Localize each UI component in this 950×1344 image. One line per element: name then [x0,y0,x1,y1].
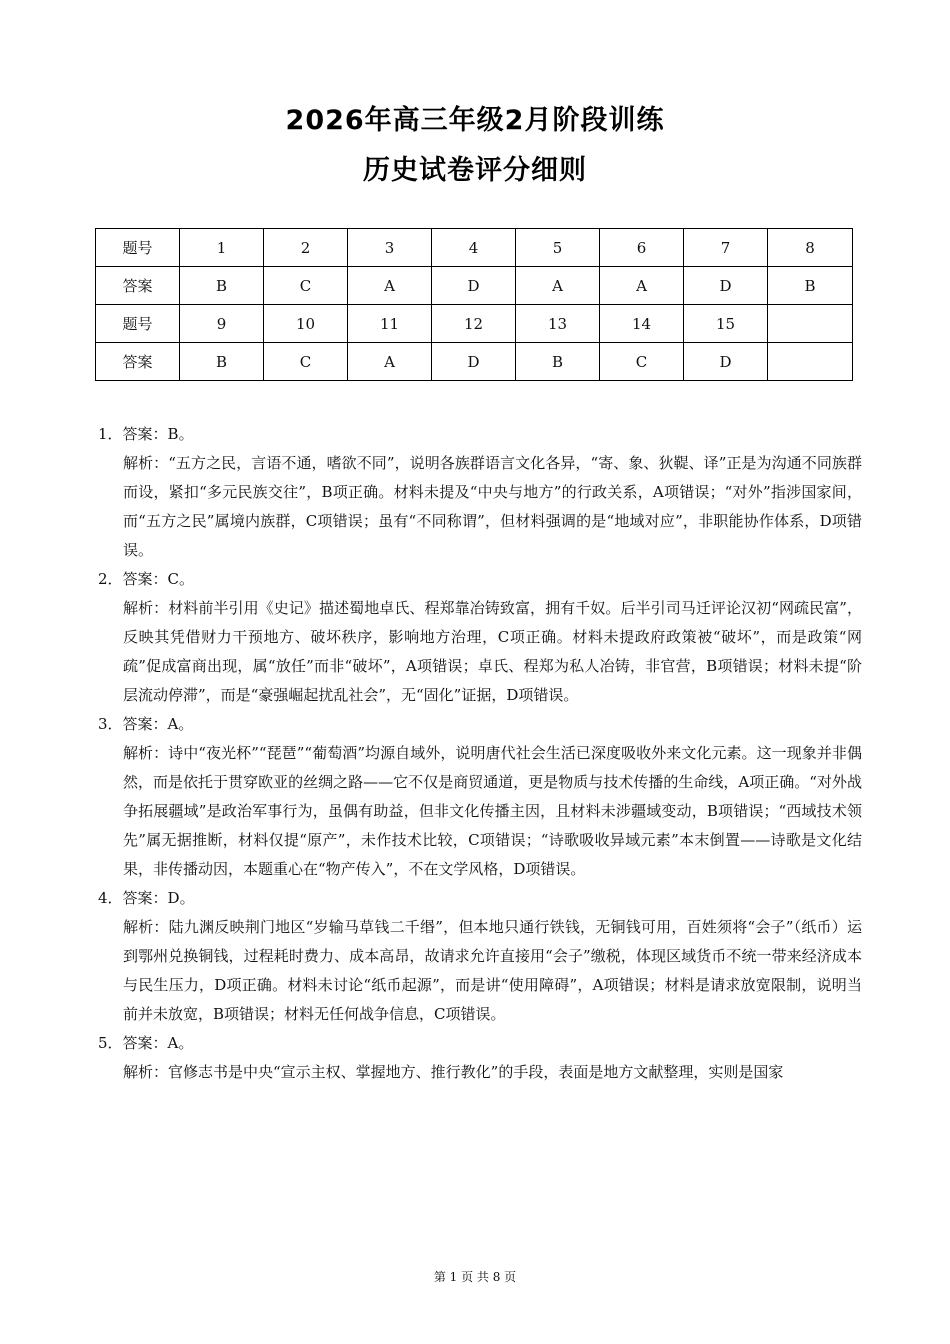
table-cell: 8 [768,229,853,267]
table-cell: 12 [432,305,516,343]
table-cell: B [768,267,853,305]
table-cell: 6 [600,229,684,267]
table-row [96,343,853,381]
table-row [96,267,853,305]
explanation-text: 解析：陆九渊反映荆门地区“岁输马草钱二千缗”，但本地只通行铁钱，无铜钱可用，百姓须将“会子”（纸币）运到鄂州兑换铜钱，过程耗时费力、成本高昂，故请求允许直接用“会子”缴税，体现区域货币不统一带来经济成本与民生压力，D项正确。材料未讨论“纸币起源”，而是讲“使用障碍”，A项错误；材料是请求放宽限制，说明当前并未放宽，B项错误；材料无任何战争信息，C项错误。 [123,918,862,1023]
table-cell: 9 [180,305,264,343]
question-block [98,884,862,1029]
row-label: 题号 [96,229,180,267]
table-cell: 1 [180,229,264,267]
page-title-line1: 2026年高三年级2月阶段训练 [285,105,665,136]
table-row [96,305,853,343]
row-label: 题号 [96,305,180,343]
explanation-text: 解析：材料前半引用《史记》描述蜀地卓氏、程郑靠冶铸致富，拥有千奴。后半引司马迁评论汉初“网疏民富”，反映其凭借财力干预地方、破坏秩序，影响地方治理，C项正确。材料未提政府政策被“破坏”，而是政策“网疏”促成富商出现，属“放任”而非“破坏”，A项错误；卓氏、程郑为私人冶铸，非官营，B项错误；材料未提“阶层流动停滞”，而是“豪强崛起扰乱社会”，无“固化”证据，D项错误。 [123,599,862,704]
answer-heading: 1．答案：B。 [98,425,194,443]
question-block [98,565,862,710]
question-block [98,710,862,884]
table-cell: A [600,267,684,305]
explanation-text: 解析：“五方之民，言语不通，嗜欲不同”，说明各族群语言文化各异，“寄、象、狄鞮、译”正是为沟通不同族群而设，紧扣“多元民族交往”，B项正确。材料未提及“中央与地方”的行政关系，A项错误；“对外”指涉国家间，而“五方之民”属境内族群，C项错误；虽有“不同称谓”，但材料强调的是“地域对应”，非职能协作体系，D项错误。 [123,454,862,559]
table-cell: 5 [516,229,600,267]
table-cell [768,343,853,381]
answer-heading: 4．答案：D。 [98,889,195,907]
question-block [98,1029,862,1087]
table-cell: 10 [264,305,348,343]
table-cell: A [348,267,432,305]
table-cell: 13 [516,305,600,343]
answer-table [95,228,853,381]
table-cell: C [264,343,348,381]
table-cell: 14 [600,305,684,343]
table-cell [768,305,853,343]
table-cell: 7 [684,229,768,267]
table-cell: B [516,343,600,381]
question-block [98,420,862,565]
table-cell: C [600,343,684,381]
table-cell: 4 [432,229,516,267]
page-title-line2: 历史试卷评分细则 [363,155,587,186]
table-cell: 3 [348,229,432,267]
answer-heading: 2．答案：C。 [98,570,195,588]
answer-heading: 3．答案：A。 [98,715,194,733]
table-cell: 2 [264,229,348,267]
table-row [96,229,853,267]
answer-explanations [98,420,862,1087]
answer-heading: 5．答案：A。 [98,1034,194,1052]
table-cell: D [432,267,516,305]
table-cell: D [684,343,768,381]
table-cell: 15 [684,305,768,343]
page-footer: 第 1 页 共 8 页 [433,1270,517,1284]
table-cell: A [348,343,432,381]
table-cell: A [516,267,600,305]
table-cell: D [432,343,516,381]
table-cell: B [180,343,264,381]
explanation-text: 解析：官修志书是中央“宣示主权、掌握地方、推行教化”的手段，表面是地方文献整理，实则是国家 [123,1063,784,1081]
table-cell: 11 [348,305,432,343]
table-cell: C [264,267,348,305]
table-cell: D [684,267,768,305]
row-label: 答案 [96,267,180,305]
row-label: 答案 [96,343,180,381]
table-cell: B [180,267,264,305]
explanation-text: 解析：诗中“夜光杯”“琵琶”“葡萄酒”均源自域外，说明唐代社会生活已深度吸收外来文化元素。这一现象并非偶然，而是依托于贯穿欧亚的丝绸之路——它不仅是商贸通道，更是物质与技术传播的生命线，A项正确。“对外战争拓展疆域”是政治军事行为，虽偶有助益，但非文化传播主因，且材料未涉疆域变动，B项错误；“西域技术领先”属无据推断，材料仅提“原产”，未作技术比较，C项错误；“诗歌吸收异域元素”本末倒置——诗歌是文化结果，非传播动因，本题重心在“物产传入”，不在文学风格，D项错误。 [123,744,862,878]
